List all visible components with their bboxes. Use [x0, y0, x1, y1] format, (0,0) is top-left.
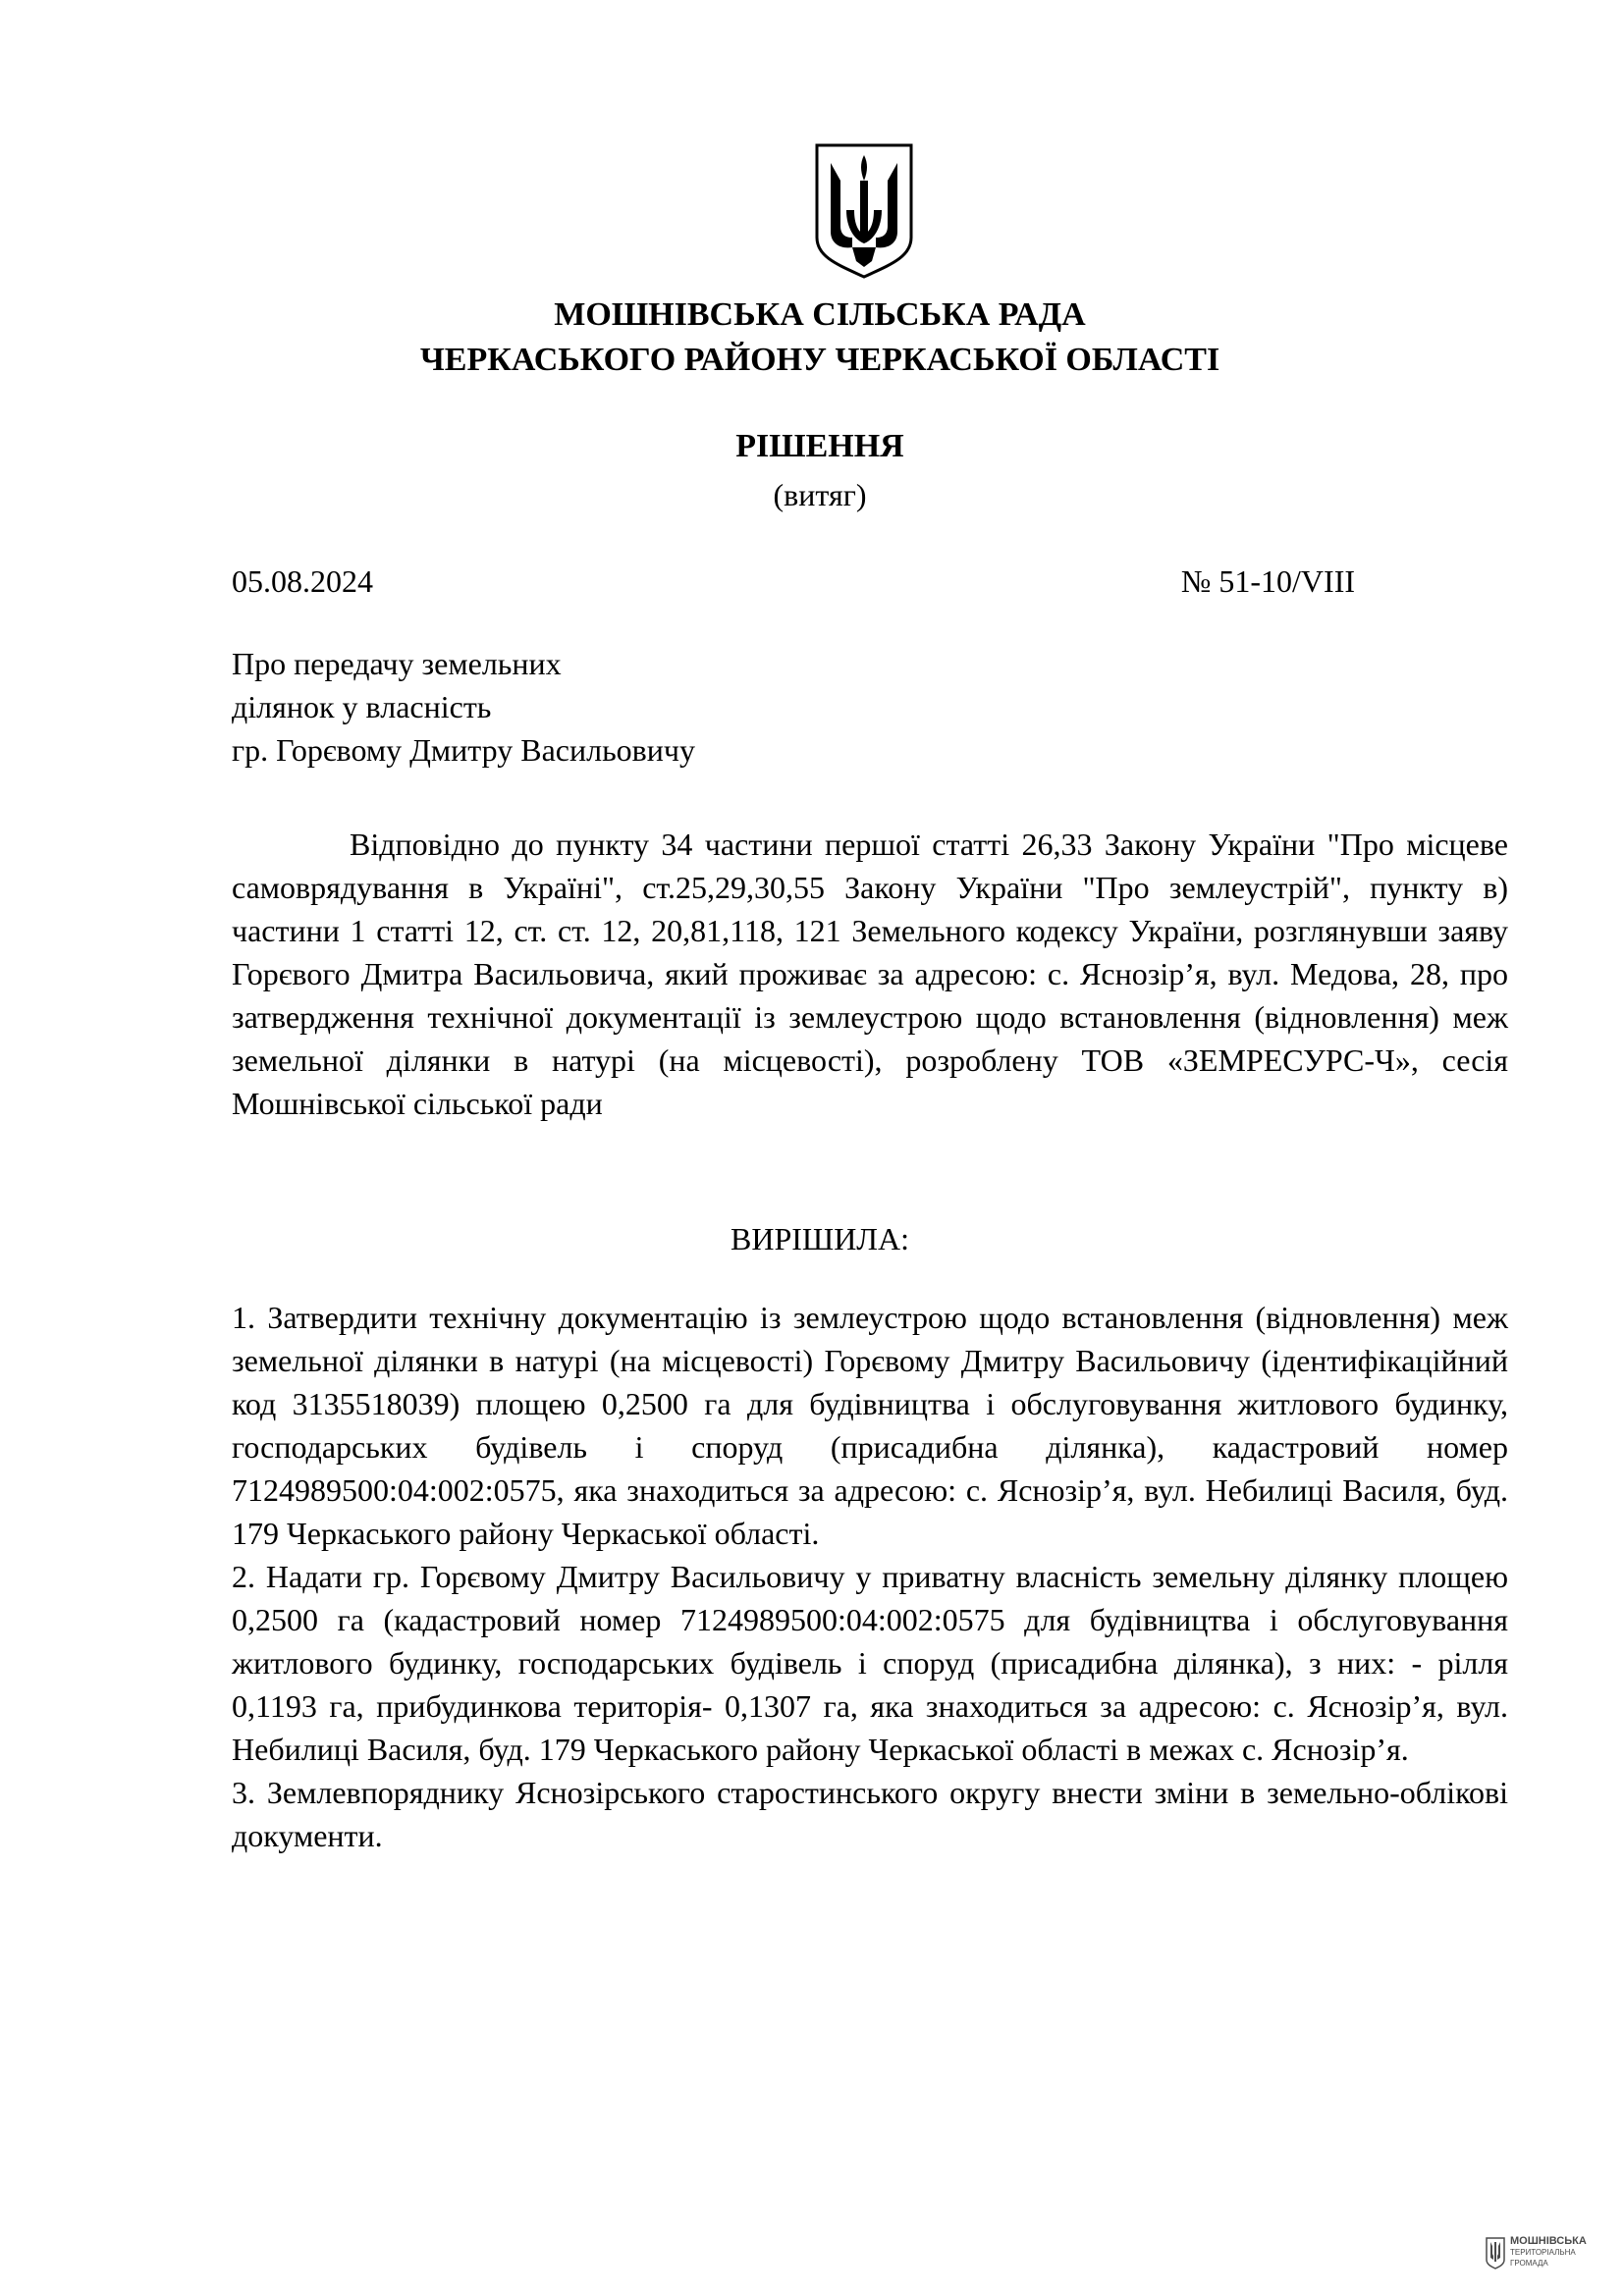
council-name: МОШНІВСЬКА СІЛЬСЬКА РАДА — [554, 296, 1086, 333]
logo-text — [1510, 2236, 1587, 2269]
document-subtitle: (витяг) — [773, 477, 867, 512]
document-number: № 51-10/VIII — [1180, 563, 1355, 599]
preamble-paragraph: Відповідно до пункту 34 частини першої статті 26,33 Закону України "Про місцеве самоврядування в Україні", ст.25,29,30,55 Закону України "Про землеустрій", пункту в) частини 1 статті 12, ст. ст. 12, 20,81,118, 121 Земельного кодексу України, розглянувши заяву Горєвого Дмитра Васильовича, який проживає за адресою: с. Яснозір’я, вул. Медова, 28, про затвердження технічної документації із землеустрою щодо встановлення (відновлення) меж земельної ділянки в натурі (на місцевості), розроблену ТОВ «ЗЕМРЕСУРС-Ч», сесія Мошнівської сільської ради — [232, 827, 1508, 1121]
document-title: РІШЕННЯ — [735, 428, 904, 464]
subject-line: Про передачу земельних — [232, 646, 562, 681]
logo-line2: ТЕРИТОРІАЛЬНА — [1510, 2248, 1576, 2257]
district-name: ЧЕРКАСЬКОГО РАЙОНУ ЧЕРКАСЬКОЇ ОБЛАСТІ — [419, 342, 1220, 378]
resolved-heading: ВИРІШИЛА: — [731, 1221, 909, 1256]
subject-line: гр. Горєвому Дмитру Васильовичу — [232, 732, 695, 768]
logo-line3: ГРОМАДА — [1510, 2259, 1548, 2268]
community-logo — [1485, 2236, 1602, 2277]
logo-line1: МОШНІВСЬКА — [1510, 2235, 1587, 2247]
resolution-item: 2. Надати гр. Горєвому Дмитру Васильовичу у приватну власність земельну ділянку площею 0,2500 га (кадастровий номер 7124989500:04:002:0575 для будівництва і обслуговування житлового будинку, господарських будівель і споруд (присадибна ділянка), з них: - рілля 0,1193 га, прибудинкова територія- 0,1307 га, яка знаходиться за адресою: с. Яснозір’я, вул. Небилиці Василя, буд. 179 Черкаського району Черкаської області в межах с. Яснозір’я. — [232, 1559, 1508, 1767]
resolution-item: 3. Землевпоряднику Яснозірського старостинського округу внести зміни в земельно-облікові документи. — [232, 1775, 1508, 1853]
resolution-items — [232, 1296, 1508, 1857]
document-date: 05.08.2024 — [232, 563, 373, 599]
document-subject — [232, 642, 695, 772]
resolution-item: 1. Затвердити технічну документацію із землеустрою щодо встановлення (відновлення) меж земельної ділянки в натурі (на місцевості) Горєвому Дмитру Васильовичу (ідентифікаційний код 3135518039) площею 0,2500 га для будівництва і обслуговування житлового будинку, господарських будівель і споруд (присадибна ділянка), кадастровий номер 7124989500:04:002:0575, яка знаходиться за адресою: с. Яснозір’я, вул. Небилиці Василя, буд. 179 Черкаського району Черкаської області. — [232, 1300, 1508, 1551]
coat-of-arms-icon — [811, 141, 917, 279]
trident-icon — [1485, 2236, 1506, 2269]
subject-line: ділянок у власність — [232, 689, 492, 724]
